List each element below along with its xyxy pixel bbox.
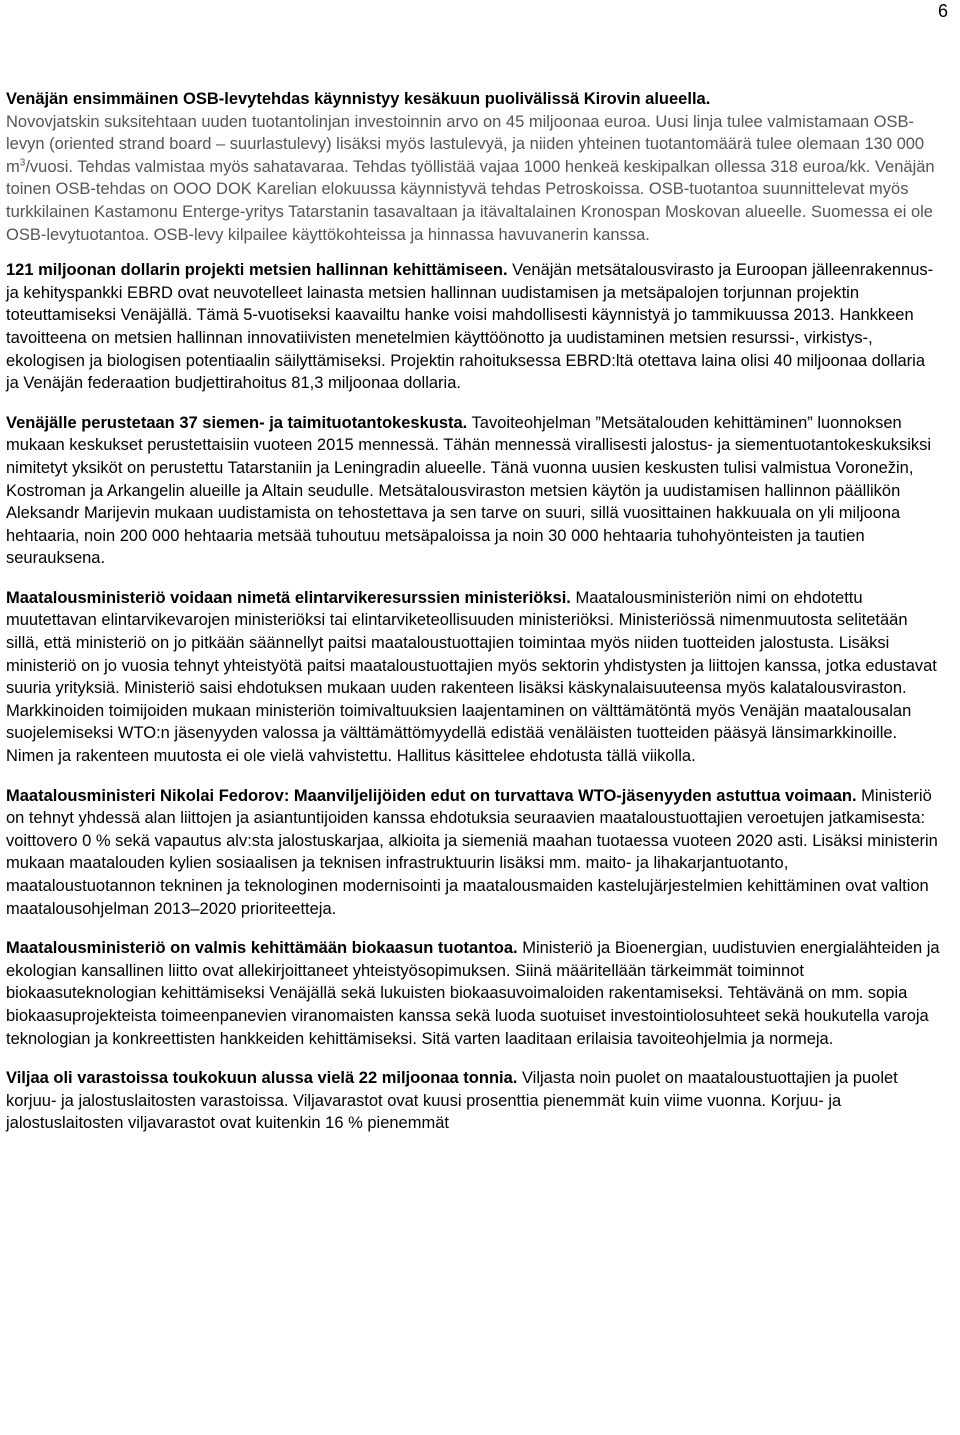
article-grain-stocks (6, 1067, 940, 1135)
article-body: Viljasta noin puolet on maataloustuottajien ja puolet korjuu- ja jalostuslaitosten varastoissa. Viljavarastot ovat kuusi prosenttia pienemmät kuin viime vuonna. Korjuu- ja jalostuslaitosten viljavarastot ovat kuitenkin 16 % pienemmät (6, 1069, 898, 1133)
article-body-text: Novovjatskin suksitehtaan uuden tuotantolinjan investoinnin arvo on 45 miljoonaa euroa. Uusi linja tulee valmistamaan OSB-levyn (oriented strand board – suurlastulevy) lisäksi myös lastulevyä, ja niiden yhteinen tuotantomäärä tulee olemaan 130 000 m (6, 112, 925, 176)
article-forest-management-project (6, 259, 940, 395)
article-headline: Maatalousministeriö voidaan nimetä elintarvikeresurssien ministeriöksi. (6, 588, 571, 607)
article-fedorov-wto (6, 785, 940, 921)
article-biogas (6, 937, 940, 1050)
document-body (6, 88, 940, 1152)
article-ministry-rename (6, 587, 940, 768)
article-osb-factory (6, 88, 940, 246)
article-headline: Venäjän ensimmäinen OSB-levytehdas käynnistyy kesäkuun puolivälissä Kirovin alueella. (6, 90, 711, 108)
article-headline: Maatalousministeri Nikolai Fedorov: Maanviljelijöiden edut on turvattava WTO-jäsenyyden astuttua voimaan. (6, 786, 857, 805)
article-body (6, 113, 935, 244)
article-headline: Venäjälle perustetaan 37 siemen- ja taimituotantokeskusta. (6, 413, 468, 432)
article-body: Ministeriö ja Bioenergian, uudistuvien energialähteiden ja ekologian kansallinen liitto ovat allekirjoittaneet yhteistyösopimuksen. Siinä määritellään tärkeimmät toiminnot biokaasuteknologian kehittämiseksi Venäjällä sekä lukuisten biokaasuvoimaloiden rakentamiseksi. Tehtävänä on mm. sopia biokaasuprojekteista toimeenpanevien viranomaisten kanssa sekä luoda suotuiset investointiolosuhteet sekä houkutella varoja teknologian ja konkreettisten hankkeiden kehittämiseksi. Sitä varten laaditaan erilaisia tavoiteohjelmia ja normeja. (6, 939, 940, 1048)
article-body: Maatalousministeriön nimi on ehdotettu muutettavan elintarvikevarojen ministeriöksi tai elintarviketeollisuuden ministeriöksi. Ministeriössä nimenmuutosta selitetään sillä, että ministeriö on jo pitkään säännellyt paitsi maataloustuottajien toimintaa myös niiden tuotteiden jalostusta. Lisäksi ministeriö on jo vuosia tehnyt yhteistyötä paitsi maataloustuottajien myös sektorin yhdistysten ja liittojen kanssa, jotka edustavat suuria yrityksiä. Ministeriö saisi ehdotuksen mukaan uuden rakenteen lisäksi käskynalaisuuteensa myös kalatalousviraston. Markkinoiden toimijoiden mukaan ministeriön toimivaltuuksien laajentaminen on välttämätöntä myös Venäjän maatalousalan suojelemiseksi WTO:n jäsenyyden valossa ja välttämättömyydellä edistää venäläisten tuotteiden pääsyä länsimarkkinoille. Nimen ja rakenteen muutosta ei ole vielä vahvistettu. Hallitus käsittelee ehdotusta tällä viikolla. (6, 588, 937, 766)
page-number: 6 (937, 1, 948, 21)
article-headline: 121 miljoonan dollarin projekti metsien hallinnan kehittämiseen. (6, 261, 508, 280)
article-body: Ministeriö on tehnyt yhdessä alan liittojen ja asiantuntijoiden kanssa ehdotuksia seuraavien maataloustuottajien veroetujen jatkamisesta: voittovero 0 % sekä vapautus alv:sta jalostuskarjaa, alkioita ja siemeniä maahan tuotaessa vuoteen 2020 asti. Lisäksi ministerin mukaan maatalouden kylien sosiaalisen ja teknisen infrastruktuurin lisäksi mm. maito- ja lihakarjantuotanto, maataloustuotannon tekninen ja teknologinen modernisointi ja maatalousmaiden kastelujärjestelmien kehittäminen ovat valtion maatalousohjelman 2013–2020 prioriteetteja. (6, 786, 938, 918)
article-headline: Viljaa oli varastoissa toukokuun alussa vielä 22 miljoonaa tonnia. (6, 1069, 518, 1088)
article-seed-centers (6, 412, 940, 570)
article-body: Venäjän metsätalousvirasto ja Euroopan jälleenrakennus- ja kehityspankki EBRD ovat neuvotelleet lainasta metsien hallinnan uudistamisen ja metsäpalojen torjunnan projektin toteuttamiseksi Venäjällä. Tämä 5-vuotiseksi kaavailtu hanke voisi mahdollisesti käynnistyä jo tammikuussa 2013. Hankkeen tavoitteena on metsien hallinnan innovatiivisten menetelmien käyttöönotto ja uudistaminen metsien resurssi-, virkistys-, ekologisen ja biologisen potentiaalin säilyttämiseksi. Projektin rahoituksessa EBRD:ltä otettava laina olisi 40 miljoonaa dollaria ja Venäjän federaation budjettirahoitus 81,3 miljoonaa dollaria. (6, 261, 934, 393)
superscript-exponent: 3 (19, 157, 26, 169)
article-headline: Maatalousministeriö on valmis kehittämään biokaasun tuotantoa. (6, 939, 518, 958)
article-body-text: /vuosi. Tehdas valmistaa myös sahatavaraa. Tehdas työllistää vajaa 1000 henkeä keskipalkan ollessa 318 euroa/kk. Venäjän toinen OSB-tehdas on OOO DOK Karelian elokuussa käynnistyvä tehdas Petroskoissa. OSB-tuotantoa suunnittelevat myös turkkilainen Kastamonu Enterge-yritys Tatarstanin tasavaltaan ja itävaltalainen Kronospan Moskovan alueelle. Suomessa ei ole OSB-levytuotantoa. OSB-levy kilpailee käyttökohteissa ja hinnassa havuvanerin kanssa. (6, 157, 935, 244)
article-body: Tavoiteohjelman ”Metsätalouden kehittäminen” luonnoksen mukaan keskukset perustettaisiin vuoteen 2015 mennessä. Tähän mennessä virallisesti jalostus- ja siementuotantokeskuksiksi nimitetyt yksiköt on perustettu Tatarstaniin ja Leningradin alueelle. Tänä vuonna uusien keskusten tulisi valmistua Voronežin, Kostroman ja Arkangelin alueille ja Altain seudulle. Metsätalousviraston metsien käytön ja uudistamisen hallinnon päällikön Aleksandr Marijevin mukaan uudistamista on tehostettava ja sen tarve on suuri, sillä vuosittainen hakkuuala on yli miljoona hehtaaria, noin 200 000 hehtaaria metsää tuhoutuu metsäpaloissa ja noin 30 000 hehtaaria tuhohyönteisten ja tautien seurauksena. (6, 413, 932, 568)
